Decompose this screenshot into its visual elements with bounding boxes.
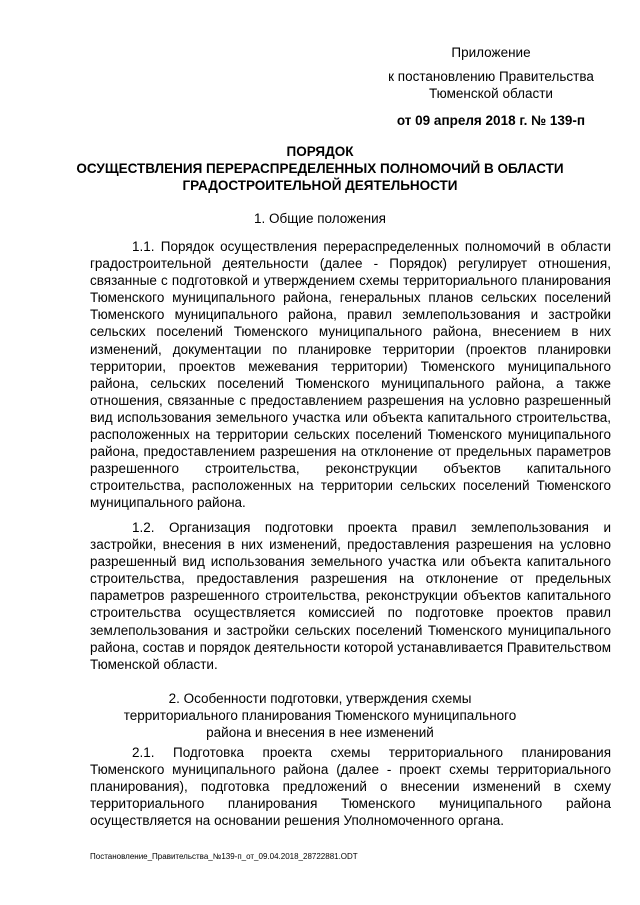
appendix-region: Тюменской области bbox=[429, 86, 553, 101]
paragraph-2-1: 2.1. Подготовка проекта схемы территориального планирования Тюменского муниципального района (далее - проект схемы территориального планирования), подготовка предложений о внесении изменений в схему территориального планирования Тюменского муниципального района осуществляется на основании решения Уполномоченного органа. bbox=[90, 745, 611, 829]
section-2-heading-line-2: территориального планирования Тюменского муниципального bbox=[123, 708, 517, 723]
appendix-date-number: от 09 апреля 2018 г. № 139-п bbox=[396, 113, 586, 128]
section-1-heading-text: 1. Общие положения bbox=[254, 211, 386, 226]
title-line-3: ГРАДОСТРОИТЕЛЬНОЙ ДЕЯТЕЛЬНОСТИ bbox=[182, 178, 458, 193]
footer-filename: Постановление_Правительства_№139-п_от_09.04.2018_28722881.ODT bbox=[90, 852, 358, 861]
paragraph-1-1: 1.1. Порядок осуществления перераспределенных полномочий в области градостроительной деятельности (далее - Порядок) регулирует отношения, связанные с подготовкой и утверждением схемы территориального планирования Тюменского муниципального района, генеральных планов сельских поселений Тюменского муниципального района, правил землепользования и застройки сельских поселений Тюменского муниципального района, внесением в них изменений, документации по планировке территории (проектов планировки территории, проектов межевания территории) Тюменского муниципального района, сельских поселений Тюменского муниципального района, а также отношения, связанные с предоставлением разрешения на условно разрешенный вид использования земельного участка или объекта капитального строительства, расположенных на территории сельских поселений Тюменского муниципального района, предоставлением разрешения на отклонение от предельных параметров разрешенного строительства, реконструкции объектов капитального строительства, расположенных на территории сельских поселений Тюменского муниципального района. bbox=[90, 239, 611, 511]
section-2-heading-line-3: района и внесения в нее изменений bbox=[206, 725, 434, 740]
appendix-resolution-ref: к постановлению Правительства bbox=[388, 69, 594, 84]
appendix-header bbox=[376, 44, 606, 129]
appendix-label: Приложение bbox=[451, 45, 531, 60]
paragraph-1-2: 1.2. Организация подготовки проекта правил землепользования и застройки, внесения в них изменений, предоставления разрешения на условно разрешенный вид использования земельного участка или объекта капитального строительства, предоставления разрешения на отклонение от предельных параметров разрешенного строительства, реконструкции объектов капитального строительства осуществляется комиссией по подготовке проектов правил землепользования и застройки сельских поселений Тюменского муниципального района, состав и порядок деятельности которой устанавливается Правительством Тюменской области. bbox=[90, 520, 611, 672]
title-line-2: ОСУЩЕСТВЛЕНИЯ ПЕРЕРАСПРЕДЕЛЕННЫХ ПОЛНОМОЧИЙ В ОБЛАСТИ bbox=[76, 161, 564, 176]
document-title bbox=[60, 143, 580, 194]
section-2-heading bbox=[60, 690, 580, 741]
section-1-heading bbox=[60, 210, 580, 227]
title-line-1: ПОРЯДОК bbox=[286, 144, 354, 159]
section-2-heading-line-1: 2. Особенности подготовки, утверждения схемы bbox=[168, 691, 472, 706]
